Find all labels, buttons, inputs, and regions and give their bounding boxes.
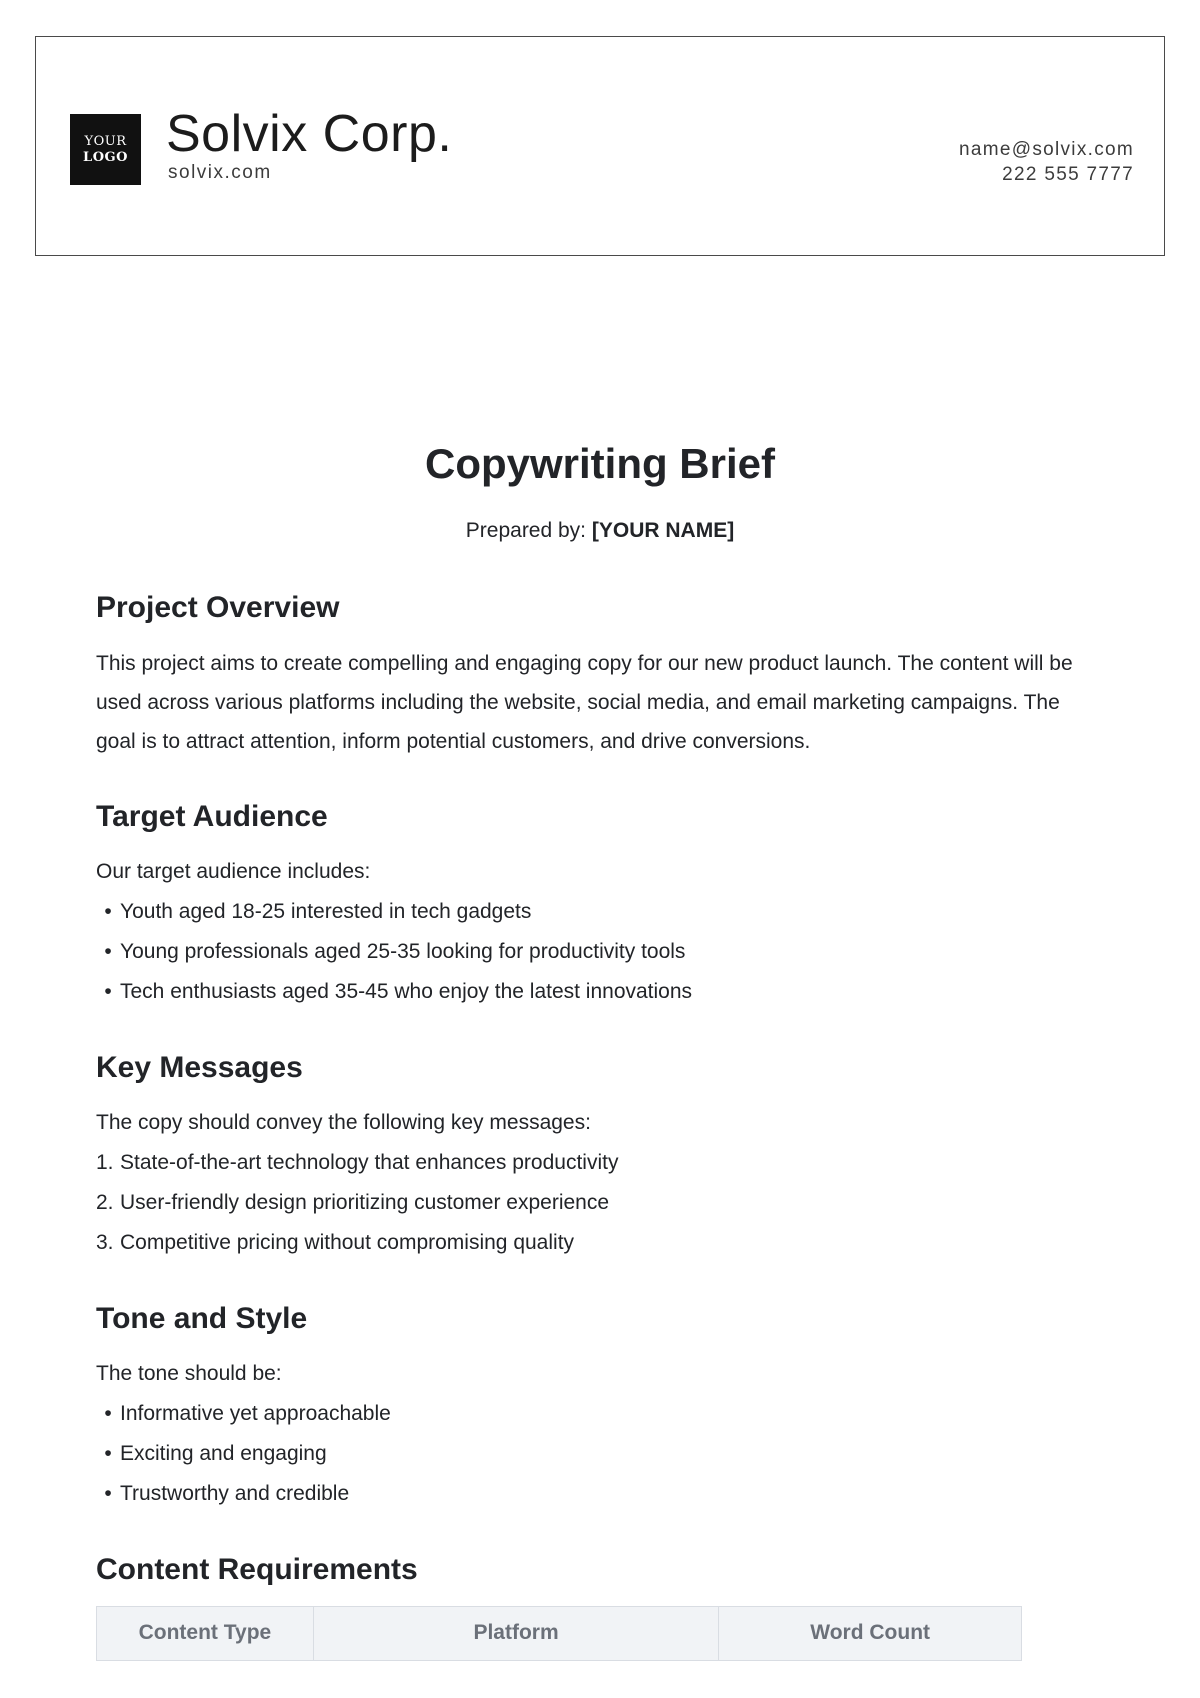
logo-text-line2: LOGO [83,149,128,165]
column-header: Word Count [719,1607,1022,1661]
list-number: 2. [96,1191,114,1214]
bullet-icon: • [104,940,112,963]
document-title: Copywriting Brief [424,440,775,487]
overview-paragraph: This project aims to create compelling and engaging copy for our new product launch. The content will be used across various platforms including the website, social media, and email marketing campaigns. The goal is to attract attention, inform potential customers, and drive conversions. [96,652,1073,753]
list-item: • Youth aged 18-25 interested in tech gadgets [96,892,1096,932]
list-item: 1. State-of-the-art technology that enhances productivity [96,1143,1096,1183]
column-header: Content Type [97,1607,314,1661]
company-logo [70,114,141,185]
list-item: • Informative yet approachable [96,1394,1096,1434]
content-requirements-table [96,1606,1022,1661]
section-heading: Target Audience [96,800,328,833]
section-key-messages [96,1050,1096,1263]
list-intro: The tone should be: [96,1362,282,1385]
bullet-icon: • [104,1402,112,1425]
section-target-audience [96,799,1096,1012]
prepared-by-name: [YOUR NAME] [591,519,735,542]
section-tone-and-style [96,1301,1096,1514]
list-item: • Exciting and engaging [96,1434,1096,1474]
document-content [96,590,1096,1698]
prepared-by-label: Prepared by: [465,519,587,542]
list-item: • Young professionals aged 25-35 looking for productivity tools [96,932,1096,972]
list-item: • Tech enthusiasts aged 35-45 who enjoy the latest innovations [96,972,1096,1012]
bullet-icon: • [104,980,112,1003]
list-intro: Our target audience includes: [96,860,371,883]
list-item: • Trustworthy and credible [96,1474,1096,1514]
contact-email: name@solvix.com [959,139,1134,160]
list-intro: The copy should convey the following key messages: [96,1111,591,1134]
section-project-overview [96,590,1096,761]
logo-text-line1: YOUR [84,133,127,149]
bullet-icon: • [104,900,112,923]
audience-list [96,892,1096,1012]
section-heading: Project Overview [96,591,340,624]
company-name: Solvix Corp. [166,105,453,163]
bullet-icon: • [104,1442,112,1465]
section-heading: Tone and Style [96,1302,308,1335]
list-item: 2. User-friendly design prioritizing customer experience [96,1183,1096,1223]
section-content-requirements [96,1552,1096,1661]
column-header: Platform [313,1607,719,1661]
list-item: 3. Competitive pricing without compromising quality [96,1223,1096,1263]
key-messages-list [96,1143,1096,1263]
section-heading: Key Messages [96,1051,303,1084]
tone-list [96,1394,1096,1514]
list-number: 3. [96,1231,114,1254]
contact-info [959,137,1134,187]
prepared-by [0,519,1200,543]
table-header-row [97,1607,1022,1661]
company-website: solvix.com [168,162,272,183]
list-number: 1. [96,1151,114,1174]
bullet-icon: • [104,1482,112,1505]
contact-phone: 222 555 7777 [1002,164,1134,185]
letterhead [35,36,1165,256]
section-heading: Content Requirements [96,1553,418,1586]
